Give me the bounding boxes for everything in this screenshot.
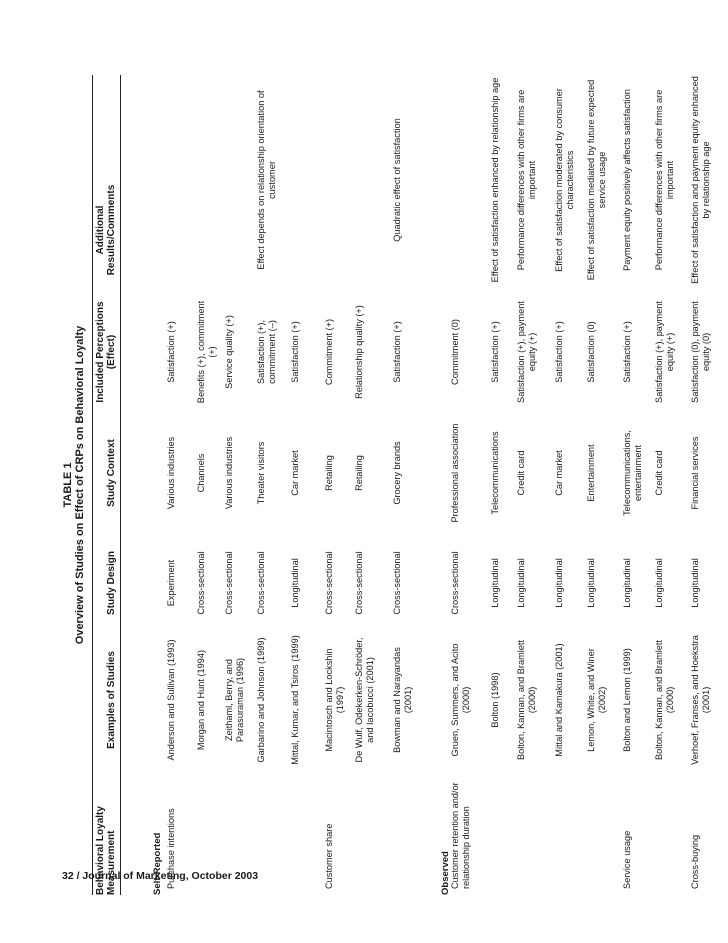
cell-design: Longitudinal bbox=[654, 558, 664, 608]
cell-study: Verhoef, Franses, and Hoekstra (2001) bbox=[690, 635, 711, 765]
cell-perceptions: Satisfaction (+), payment equity (+) bbox=[654, 301, 675, 403]
cell-perceptions: Satisfaction (+) bbox=[490, 321, 500, 383]
cell-context: Car market bbox=[554, 450, 564, 496]
cell-context: Telecommunications, entertainment bbox=[622, 430, 643, 516]
table-label: TABLE 1 bbox=[62, 462, 74, 508]
cell-study: Morgan and Hunt (1994) bbox=[196, 649, 206, 751]
cell-perceptions: Service quality (+) bbox=[224, 315, 234, 389]
cell-perceptions: Satisfaction (+) bbox=[392, 321, 402, 383]
header-perceptions: Included Perceptions (Effect) bbox=[95, 301, 117, 403]
cell-design: Longitudinal bbox=[586, 558, 596, 608]
cell-design: Cross-sectional bbox=[354, 551, 364, 615]
cell-perceptions: Commitment (0) bbox=[450, 319, 460, 385]
cell-context: Grocery brands bbox=[392, 441, 402, 505]
cell-study: Mittal, Kumar, and Tsiros (1999) bbox=[290, 635, 300, 765]
cell-perceptions: Satisfaction (0) bbox=[586, 321, 596, 383]
cell-results: Effect of satisfaction enhanced by relationship age bbox=[490, 77, 500, 283]
cell-study: Bolton, Kannan, and Bramlett (2000) bbox=[654, 639, 675, 761]
cell-measure: Purchase intentions bbox=[166, 808, 176, 889]
cell-results: Performance differences with other firms are important bbox=[654, 89, 675, 271]
header-results: Additional Results/Comments bbox=[95, 184, 117, 276]
cell-study: Macintosch and Lockshin (1997) bbox=[324, 648, 345, 752]
cell-measure: Service usage bbox=[622, 830, 632, 889]
cell-design: Experiment bbox=[166, 559, 176, 607]
section-self-reported: Self-Reported bbox=[152, 832, 163, 895]
cell-design: Longitudinal bbox=[516, 558, 526, 608]
header-measure: Behavioral Loyalty Measurement bbox=[95, 806, 117, 895]
cell-context: Financial services bbox=[690, 436, 700, 510]
cell-design: Cross-sectional bbox=[392, 551, 402, 615]
cell-results: Effect of satisfaction mediated by future expected service usage bbox=[586, 79, 607, 281]
cell-study: Bowman and Narayandas (2001) bbox=[392, 647, 413, 753]
cell-context: Credit card bbox=[654, 450, 664, 496]
cell-study: De Wulf, Odekerken-Schröder, and Iacobucci (2001) bbox=[354, 637, 375, 763]
cell-context: Theater visitors bbox=[256, 441, 266, 505]
cell-study: Garbarino and Johnson (1999) bbox=[256, 637, 266, 763]
cell-perceptions: Commitment (+) bbox=[324, 318, 334, 386]
cell-results: Performance differences with other firms are important bbox=[516, 89, 537, 271]
cell-perceptions: Benefits (+), commitment (+) bbox=[196, 300, 217, 404]
cell-measure: Customer share bbox=[324, 823, 334, 889]
header-studies: Examples of Studies bbox=[106, 651, 117, 749]
cell-context: Channels bbox=[196, 453, 206, 493]
cell-design: Longitudinal bbox=[690, 558, 700, 608]
cell-perceptions: Relationship quality (+) bbox=[354, 305, 364, 399]
cell-study: Lemon, White, and Winer (2002) bbox=[586, 648, 607, 752]
cell-context: Various industries bbox=[166, 436, 176, 510]
cell-perceptions: Satisfaction (+) bbox=[554, 321, 564, 383]
cell-design: Longitudinal bbox=[622, 558, 632, 608]
cell-context: Retailing bbox=[354, 455, 364, 491]
cell-design: Cross-sectional bbox=[256, 551, 266, 615]
cell-context: Various industries bbox=[224, 436, 234, 510]
cell-design: Longitudinal bbox=[290, 558, 300, 608]
cell-design: Longitudinal bbox=[554, 558, 564, 608]
cell-measure: Customer retention and/or relationship duration bbox=[450, 782, 471, 889]
page-footer: 32 / Journal of Marketing, October 2003 bbox=[62, 870, 259, 882]
cell-perceptions: Satisfaction (+) bbox=[290, 321, 300, 383]
cell-design: Cross-sectional bbox=[450, 551, 460, 615]
table-title: Overview of Studies on Effect of CRPs on Behavioral Loyalty bbox=[74, 325, 86, 645]
cell-design: Cross-sectional bbox=[324, 551, 334, 615]
header-context: Study Context bbox=[106, 439, 117, 507]
cell-study: Bolton (1998) bbox=[490, 672, 500, 728]
cell-results: Payment equity positively affects satisfaction bbox=[622, 89, 632, 271]
cell-perceptions: Satisfaction (+), commitment (–) bbox=[256, 319, 277, 385]
cell-results: Effect depends on relationship orientation of customer bbox=[256, 90, 277, 270]
cell-context: Telecommunications bbox=[490, 431, 500, 515]
cell-design: Cross-sectional bbox=[196, 551, 206, 615]
cell-context: Credit card bbox=[516, 450, 526, 496]
cell-measure: Cross-buying bbox=[690, 834, 700, 889]
cell-perceptions: Satisfaction (+) bbox=[166, 321, 176, 383]
cell-context: Car market bbox=[290, 450, 300, 496]
cell-study: Bolton, Kannan, and Bramlett (2000) bbox=[516, 639, 537, 761]
cell-perceptions: Satisfaction (+) bbox=[622, 321, 632, 383]
cell-study: Gruen, Summers, and Acito (2000) bbox=[450, 643, 471, 757]
cell-context: Professional association bbox=[450, 423, 460, 523]
cell-study: Anderson and Sullivan (1993) bbox=[166, 639, 176, 761]
cell-results: Effect of satisfaction moderated by consumer characteristics bbox=[554, 88, 575, 272]
cell-perceptions: Satisfaction (+), payment equity (+) bbox=[516, 301, 537, 403]
section-observed: Observed bbox=[440, 851, 451, 895]
header-rule bbox=[120, 75, 121, 895]
cell-results: Quadratic effect of satisfaction bbox=[392, 118, 402, 242]
cell-design: Longitudinal bbox=[490, 558, 500, 608]
header-design: Study Design bbox=[106, 551, 117, 615]
cell-study: Zeithaml, Berry, and Parasuraman (1996) bbox=[224, 657, 245, 743]
cell-design: Cross-sectional bbox=[224, 551, 234, 615]
cell-study: Bolton and Lemon (1999) bbox=[622, 648, 632, 752]
cell-context: Retailing bbox=[324, 455, 334, 491]
cell-results: Effect of satisfaction and payment equity enhanced by relationship age bbox=[690, 76, 711, 284]
cell-perceptions: Satisfaction (0), payment equity (0) bbox=[690, 301, 711, 403]
cell-context: Entertainment bbox=[586, 444, 596, 502]
cell-study: Mittal and Kamakura (2001) bbox=[554, 643, 564, 757]
top-rule bbox=[92, 75, 93, 895]
